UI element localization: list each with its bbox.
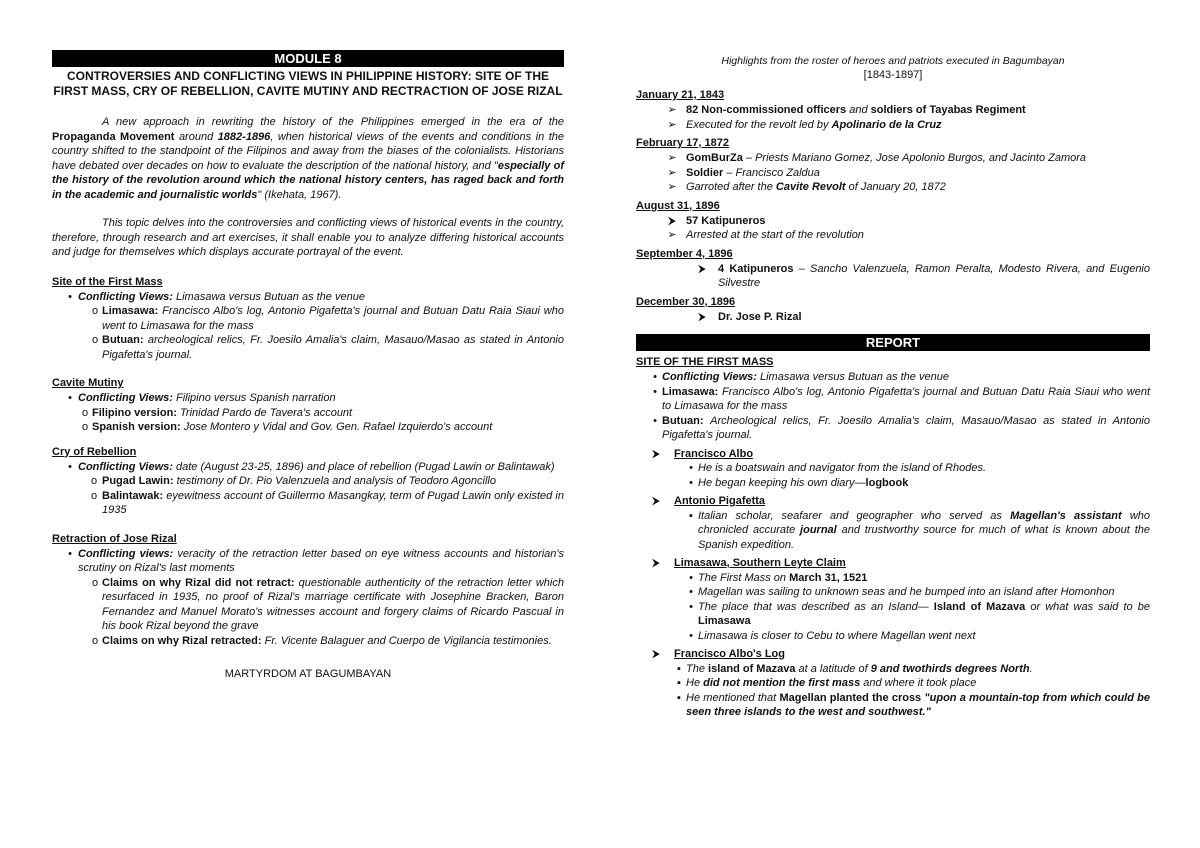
label: Conflicting Views: <box>78 290 173 303</box>
text: He began keeping his own diary— <box>698 476 866 489</box>
text: – Priests Mariano Gomez, Jose Apolonio Burgos, and Jacinto Zamora <box>745 152 1087 164</box>
text: and <box>849 104 868 116</box>
bold-text: did not mention the first mass <box>703 677 861 689</box>
bold-text: 4 Katipuneros <box>718 262 794 275</box>
text: and where it took place <box>863 677 977 689</box>
cry-list: • Conflicting Views: date (August 23-25, 1896) and place of rebellion (Pugad Lawin or Balintawak) o Pugad Lawin: testimony of Dr. Pio Valenzuela and analysis of Teodoro Agoncillo o Balintawak: eyewitness account of Guillermo Masangkay, term of Pugad Lawin only existed in 1935 <box>68 460 564 516</box>
text: Garroted after the <box>686 181 773 193</box>
text: Fr. Vicente Balaguer and Cuerpo de Vigilancia testimonies. <box>264 634 552 647</box>
text: Limasawa is closer to Cebu to where Magellan went next <box>698 629 976 642</box>
text: veracity of the retraction letter based on eye witness accounts and historian's scrutiny on Rizal's last moments <box>78 547 565 574</box>
text: The place that was described as an Island— <box>698 600 929 613</box>
bold-text: March 31, 1521 <box>789 571 868 584</box>
retraction-list: • Conflicting views: veracity of the retraction letter based on eye witness accounts and historian's scrutiny on Rizal's last moments o Claims on why Rizal did not retract: questionable authenticity of the retraction letter which resurfaced in 1935, no proof of Rizal's marriage certificate with Josephine Bracken, Baron Fernandez and Manuel Morato's witnesses account and forgery claims of Ricardo Pascual in his book Rizal beyond the grave o Claims on why Rizal retracted: Fr. Vicente Balaguer and Cuerpo de Vigilancia testimonies. <box>68 547 565 647</box>
text: Arrested at the start of the revolution <box>686 229 864 241</box>
text: He mentioned that <box>686 691 777 704</box>
label: Butuan: <box>102 334 144 346</box>
label: Conflicting views: <box>78 547 174 560</box>
text: Limasawa versus Butuan as the venue <box>760 371 949 383</box>
intro-paragraph-2: This topic delves into the controversies and conflicting views of historical events in the country, therefore, through research and art exercises, it shall enable you to analyze differing historical accounts and judge for themselves which displays accurate portrayal of the event. <box>52 217 564 258</box>
date-heading: August 31, 1896 <box>636 199 720 212</box>
text: Magellan was sailing to unknown seas and he bumped into an island after Homonhon <box>698 586 1115 598</box>
label: Limasawa: <box>102 305 159 317</box>
date-heading: December 30, 1896 <box>636 295 736 308</box>
text: Francisco Albo's log, Antonio Pigafetta's journal and Butuan Datu Raia Siaui who went to Limasawa for the mass <box>662 385 1151 412</box>
bold-text: Island of Mazava <box>933 600 1026 613</box>
text: testimony of Dr. Pio Valenzuela and analysis of Teodoro Agoncillo <box>176 475 496 487</box>
label: Conflicting Views: <box>78 392 173 404</box>
text: eyewitness account of Guillermo Masangkay, term of Pugad Lawin only existed in 1935 <box>102 489 564 516</box>
label: Conflicting Views: <box>662 371 757 383</box>
intro-paragraph-1 <box>52 115 564 202</box>
bold-text: Limasawa <box>698 615 751 627</box>
text: questionable authenticity of the retraction letter which resurfaced in 1935, no proof of Rizal's marriage certificate with Josephine Bracken, Baron Fernandez and Manuel Morato's witnesses account and forgery claims of Ricardo Pascual in his book Rizal beyond the grave <box>102 576 564 632</box>
label: Butuan: <box>662 414 704 427</box>
date-heading: January 21, 1843 <box>636 89 725 101</box>
text: archeological relics, Fr. Joesilo Amalia's claim, Masauo/Masao as stated in Antonio Pigafetta's journal. <box>102 334 564 361</box>
text: Filipino versus Spanish narration <box>176 392 336 404</box>
text: Archeological relics, Fr. Joesilo Amalia's claim, Masauo/Masao as stated in Antonio Pigafetta's journal. <box>662 414 1150 441</box>
date-heading: February 17, 1872 <box>636 137 729 149</box>
label: Filipino version: <box>92 406 177 419</box>
text: – Francisco Zaldua <box>726 166 820 179</box>
label: Pugad Lawin: <box>102 475 174 487</box>
bold-text: Magellan's assistant <box>1010 509 1122 522</box>
label: Conflicting Views: <box>78 460 173 473</box>
propaganda-movement: Propaganda Movement <box>52 130 175 143</box>
subheading-pigafetta: Antonio Pigafetta <box>674 495 766 507</box>
date-heading: September 4, 1896 <box>636 247 733 260</box>
text: on <box>773 571 787 584</box>
text: Italian scholar, seafarer and geographer who served as <box>698 509 1002 522</box>
section-heading-retraction: Retraction of Jose Rizal <box>52 532 177 545</box>
bold-text: 9 and twothirds degrees North <box>870 662 1030 675</box>
era-years: 1882-1896 <box>217 130 271 143</box>
text: . <box>1029 662 1033 675</box>
bold-text: GomBurZa <box>686 152 743 164</box>
text: and trustworthy source for much of what is known about the Spanish expedition. <box>698 524 1150 551</box>
text: or what was said to be <box>1030 600 1150 613</box>
text: Jose Montero y Vidal and Gov. Gen. Rafael Izquierdo's account <box>183 421 493 433</box>
bold-text: "upon a mountain-top from which could be seen three islands to the west and southwest." <box>686 691 1151 718</box>
module-label: MODULE 8 <box>52 50 564 67</box>
module-title: CONTROVERSIES AND CONFLICTING VIEWS IN PHILIPPINE HISTORY: SITE OF THE FIRST MASS, CRY OF REBELLION, CAVITE MUTINY AND RECTRACTION OF JOSE RIZAL <box>53 69 563 98</box>
bold-text: journal <box>800 524 837 536</box>
subheading-albo-log: Francisco Albo's Log <box>674 648 785 660</box>
first-mass-list: • Conflicting Views: Limasawa versus Butuan as the venue o Limasawa: Francisco Albo's log, Antonio Pigafetta's journal and Butuan Datu Raia Siaui who went to Limasawa for the mass o Butuan: archeological relics, Fr. Joesilo Amalia's claim, Masauo/Masao as stated in Antonio Pigafetta's journal. <box>68 290 564 361</box>
cavite-list: • Conflicting Views: Filipino versus Spanish narration o Filipino version: Trinidad Pardo de Tavera's account o Spanish version: Jose Montero y Vidal and Gov. Gen. Rafael Izquierdo's account <box>68 392 493 433</box>
text: He <box>686 677 701 689</box>
label: Spanish version: <box>92 421 181 433</box>
text: The First Mass <box>698 571 771 584</box>
bold-text: Soldier <box>686 166 724 179</box>
bold-text: 57 Katipuneros <box>686 214 766 227</box>
intro-quote: especially of the history of the revolution around which the national history centers, has raged back and forth in the academic and journalistic worlds <box>52 159 564 201</box>
section-heading-first-mass: Site of the First Mass <box>52 275 163 288</box>
bold-text: island of Mazava <box>708 662 796 675</box>
report-list: • Conflicting Views: Limasawa versus Butuan as the venue • Limasawa: Francisco Albo's log, Antonio Pigafetta's journal and Butuan Datu Raia Siaui who went to Limasawa for the mass • Butuan: Archeological relics, Fr. Joesilo Amalia's claim, Masauo/Masao as stated in Antonio Pigafetta's journal. <box>653 371 1151 441</box>
label: Limasawa: <box>662 385 719 398</box>
subheading-limasawa: Limasawa, Southern Leyte Claim <box>674 557 846 569</box>
text: – Sancho Valenzuela, Ramon Peralta, Modesto Rivera, and Eugenio Silvestre <box>718 262 1150 289</box>
label: Claims on why Rizal retracted: <box>102 634 262 647</box>
left-column <box>52 50 564 680</box>
bold-text: Dr. Jose P. Rizal <box>718 310 802 323</box>
report-label: REPORT <box>636 334 1150 351</box>
bold-text: Cavite Revolt <box>775 181 846 193</box>
label: Claims on why Rizal did not retract: <box>102 576 295 589</box>
intro-text: around <box>178 130 214 143</box>
section-heading-cavite: Cavite Mutiny <box>52 377 124 389</box>
intro-citation: " (Ikehata, 1967). <box>257 188 342 201</box>
section-heading-cry: Cry of Rebellion <box>52 445 137 458</box>
highlights-years: [1843-1897] <box>863 69 923 81</box>
text: Trinidad Pardo de Tavera's account <box>180 406 353 419</box>
bold-text: Magellan planted the cross <box>779 691 922 704</box>
text: at a latitude of <box>798 662 868 675</box>
label: Balintawak: <box>102 489 164 502</box>
text: who chronicled accurate <box>698 509 1150 536</box>
text: The <box>686 662 705 675</box>
bold-text: 82 Non-commissioned officers <box>686 104 847 116</box>
intro-text: , when historical views of the events and conditions in the country shifted to the standpoint of the Filipinos and away from the biases of the colonialists. Historians have debated over decades on how to evaluate the description of the national history, and " <box>52 130 564 172</box>
highlights-caption: Highlights from the roster of heroes and patriots executed in Bagumbayan <box>721 55 1065 67</box>
report-heading: SITE OF THE FIRST MASS <box>636 356 774 368</box>
bold-text: logbook <box>865 476 909 489</box>
right-column: Highlights from the roster of heroes and patriots executed in Bagumbayan [1843-1897] January 21, 1843 ➢ 82 Non-commissioned officers and soldiers of Tayabas Regiment ➢ Executed for the revolt led by Apolinario de la Cruz February 17, 1872 ➢ GomBurZa – Priests Mariano Gomez, Jose Apolonio Burgos, and Jacinto Zamora ➢ Soldier – Francisco Zaldua ➢ Garroted after the Cavite Revolt of January 20, 1872 August 31, 1896 ⮞ 57 Katipuneros ➢ Arrested at the start of the revolution September 4, 1896 ⮞ 4 Katipuneros – Sancho Valenzuela, Ramon Peralta, Modesto Rivera, and Eugenio Silvestre December 30, 1896 ⮞ Dr. Jose P. Rizal REPORT SITE OF THE FIRST MASS • Conflicting Views: Limasawa versus Butuan as the venue • Limasawa: Francisco Albo's log, Antonio Pigafetta's journal and Butuan Datu Raia Siaui who went to Limasawa for the mass • Butuan: Archeological relics, Fr. Joesilo Amalia's claim, Masauo/Masao as stated in Antonio Pigafetta's journal. ⮞ Francisco Albo • He is a boatswain and navigator from the island of Rhodes. • He began keeping his own diary—logbook ⮞ Antonio Pigafetta ▪ Italian scholar, seafarer and geographer who served as Magellan's assistant who chronicled accurate journal and trustworthy source for much of what is known about the Spanish expedition. ⮞ Limasawa, Southern Leyte Claim • The First Mass on March 31, 1521 • Magellan was sailing to unknown seas and he bumped into an island after Homonhon • The place that was described as an Island— Island of Mazava or what was said to be Limasawa • Limasawa is closer to Cebu to where Magellan went next ⮞ Francisco Albo's Log ▪ The island of Mazava at a latitude of 9 and twothirds degrees North. ▪ He did not mention the first mass and where it took place ▪ He mentioned that Magellan planted the cross "upon a mountain-top from which could be seen three islands to the west and southwest." <box>636 55 1151 718</box>
bold-text: Apolinario de la Cruz <box>831 118 942 131</box>
text: Executed for the revolt led by <box>686 118 829 131</box>
subheading-albo: Francisco Albo <box>674 447 754 460</box>
text: Limasawa versus Butuan as the venue <box>176 290 365 303</box>
intro-text: A new approach in rewriting the history of the Philippines emerged in the era of the <box>102 116 564 128</box>
martyrdom-heading: MARTYRDOM AT BAGUMBAYAN <box>224 668 392 680</box>
text: He is a boatswain and navigator from the island of Rhodes. <box>698 462 986 474</box>
bold-text: soldiers of Tayabas Regiment <box>870 104 1026 116</box>
text: of January 20, 1872 <box>848 181 946 193</box>
text: Francisco Albo's log, Antonio Pigafetta's journal and Butuan Datu Raia Siaui who went to Limasawa for the mass <box>102 305 564 332</box>
text: date (August 23-25, 1896) and place of rebellion (Pugad Lawin or Balintawak) <box>176 460 555 473</box>
